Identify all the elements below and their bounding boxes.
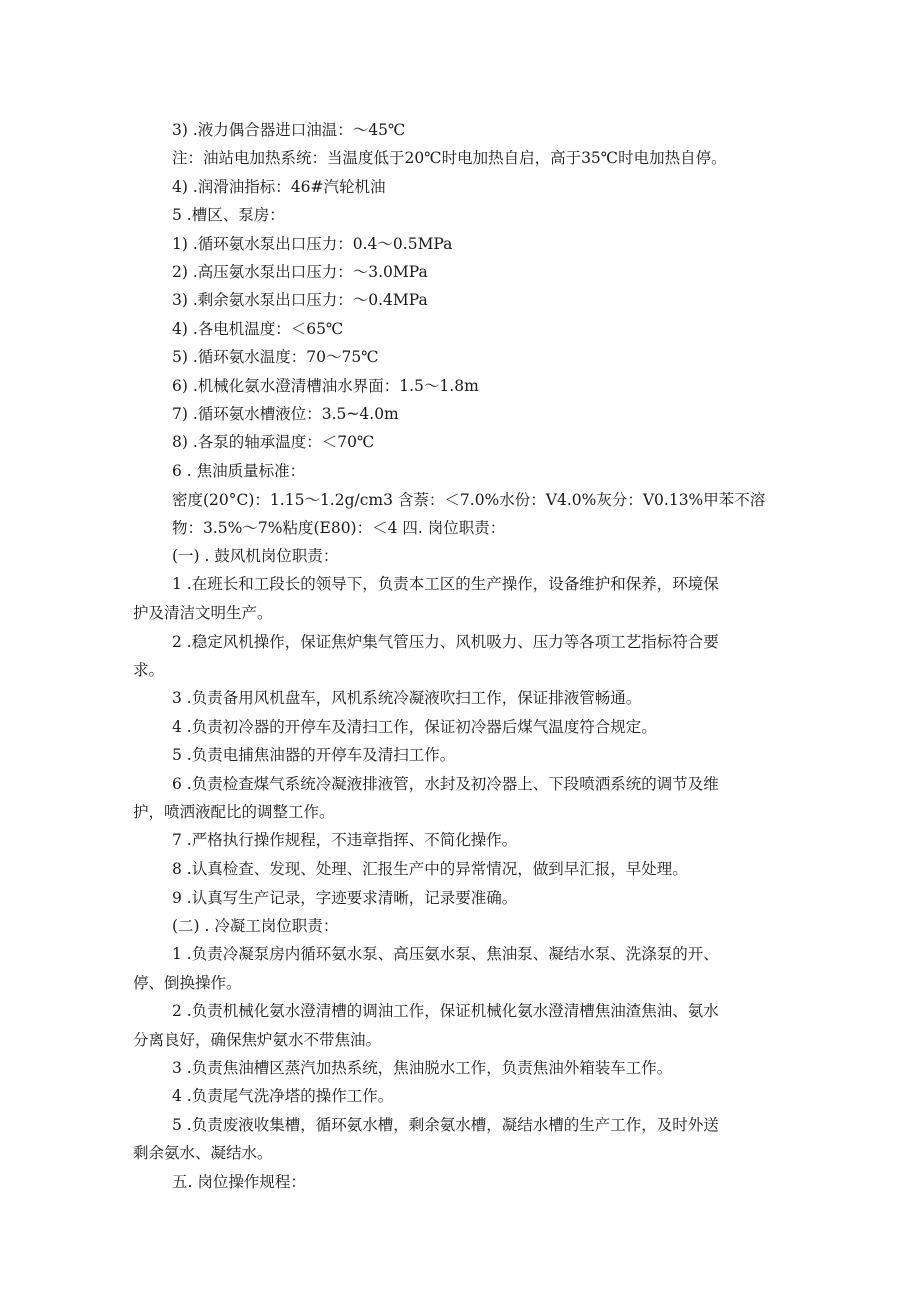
text-line: 5) .循环氨水温度：70～75℃	[172, 348, 379, 366]
text-line: 4 .负责初冷器的开停车及清扫工作，保证初冷器后煤气温度符合规定。	[172, 718, 657, 736]
text-line: 5 .负责电捕焦油器的开停车及清扫工作。	[172, 746, 456, 764]
text-line: 3) .剩余氨水泵出口压力：～0.4MPa	[172, 291, 428, 309]
text-line: 注：油站电加热系统：当温度低于20℃时电加热自启，高于35℃时电加热自停。	[172, 149, 727, 167]
text-line: 3 .负责焦油槽区蒸汽加热系统，焦油脱水工作，负责焦油外箱装车工作。	[172, 1059, 673, 1077]
text-line: 4) .润滑油指标：46#汽轮机油	[172, 178, 386, 196]
text-line: 6) .机械化氨水澄清槽油水界面：1.5～1.8m	[172, 377, 479, 395]
text-line: 求。	[133, 661, 165, 679]
text-line: 4) .各电机温度：＜65℃	[172, 320, 344, 338]
text-line: 2 .稳定风机操作，保证焦炉集气管压力、风机吸力、压力等各项工艺指标符合要	[172, 633, 719, 651]
text-line: 4 .负责尾气洗净塔的操作工作。	[172, 1087, 394, 1105]
text-line: 9 .认真写生产记录，字迹要求清晰，记录要准确。	[172, 889, 518, 907]
section-heading: 五. 岗位操作规程：	[172, 1173, 306, 1191]
text-line: 护及清洁文明生产。	[133, 604, 273, 622]
text-line: 密度(20°C)：1.15～1.2g/cm3 含萘：＜7.0%水份：V4.0%灰分：V0.13%甲苯不溶	[172, 491, 766, 509]
text-line: 6 .负责检查煤气系统冷凝液排液管，水封及初冷器上、下段喷洒系统的调节及维	[172, 775, 719, 793]
text-line: 停、倒换操作。	[133, 974, 242, 992]
text-line: 剩余氨水、凝结水。	[133, 1144, 273, 1162]
text-line: 7 .严格执行操作规程，不违章指挥、不简化操作。	[172, 831, 518, 849]
text-line: 5 .负责废液收集槽，循环氨水槽，剩余氨水槽，凝结水槽的生产工作，及时外送	[172, 1116, 719, 1134]
text-line: 6 . 焦油质量标准：	[172, 462, 306, 480]
text-line: 1 .负责冷凝泵房内循环氨水泵、高压氨水泵、焦油泵、凝结水泵、洗涤泵的开、	[172, 945, 719, 963]
text-line: (一) . 鼓风机岗位职责：	[172, 547, 339, 565]
text-line: 7) .循环氨水槽液位：3.5~4.0m	[172, 405, 399, 423]
text-line: 8) .各泵的轴承温度：＜70℃	[172, 433, 375, 451]
text-line: 1) .循环氨水泵出口压力：0.4～0.5MPa	[172, 235, 453, 253]
text-line: (二) . 冷凝工岗位职责：	[172, 917, 339, 935]
text-line: 2 .负责机械化氨水澄清槽的调油工作，保证机械化氨水澄清槽焦油渣焦油、氨水	[172, 1002, 719, 1020]
text-line: 8 .认真检查、发现、处理、汇报生产中的异常情况，做到早汇报，早处理。	[172, 860, 688, 878]
text-line: 物：3.5%～7%粘度(E80)：＜4 四. 岗位职责：	[172, 519, 506, 537]
text-line: 1 .在班长和工段长的领导下，负责本工区的生产操作，设备维护和保养，环境保	[172, 575, 719, 593]
text-line: 3 .负责备用风机盘车，风机系统冷凝液吹扫工作，保证排液管畅通。	[172, 689, 642, 707]
text-line: 2) .高压氨水泵出口压力：～3.0MPa	[172, 263, 428, 281]
text-line: 分离良好，确保焦炉氨水不带焦油。	[133, 1031, 382, 1049]
text-line: 3) .液力偶合器进口油温：～45℃	[172, 121, 406, 139]
text-line: 5 .槽区、泵房：	[172, 206, 285, 224]
text-line: 护，喷洒液配比的调整工作。	[133, 803, 335, 821]
